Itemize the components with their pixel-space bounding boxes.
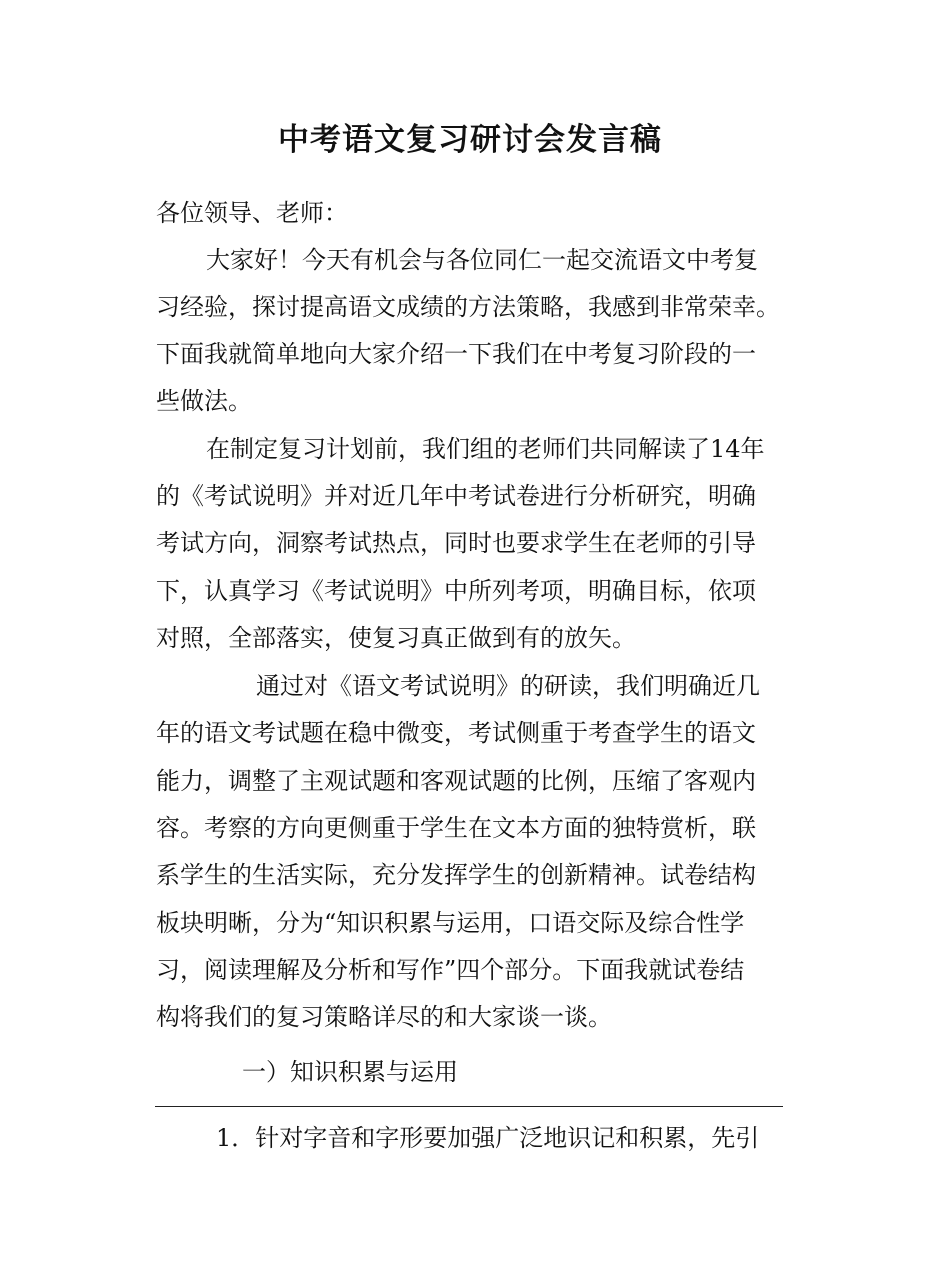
salutation: 各位领导、老师： <box>156 199 348 227</box>
paragraph-3-line-6: 板块明晰，分为“知识积累与运用，口语交际及综合性学 <box>156 909 745 937</box>
paragraph-1-line-3: 下面我就简单地向大家介绍一下我们在中考复习阶段的一 <box>156 340 756 368</box>
paragraph-2-line-4: 下，认真学习《考试说明》中所列考项，明确目标，依项 <box>156 577 756 605</box>
paragraph-2-line-5: 对照，全部落实，使复习真正做到有的放矢。 <box>156 624 636 652</box>
paragraph-3-line-8: 构将我们的复习策略详尽的和大家谈一谈。 <box>156 1003 612 1031</box>
paragraph-3-line-3: 能力，调整了主观试题和客观试题的比例，压缩了客观内 <box>156 767 756 795</box>
paragraph-3-line-2: 年的语文考试题在稳中微变，考试侧重于考查学生的语文 <box>156 719 756 747</box>
paragraph-1-line-2: 习经验，探讨提高语文成绩的方法策略，我感到非常荣幸。 <box>156 293 780 321</box>
paragraph-3-line-4: 容。考察的方向更侧重于学生在文本方面的独特赏析，联 <box>156 814 756 842</box>
paragraph-1-line-1: 大家好！今天有机会与各位同仁一起交流语文中考复 <box>206 246 758 274</box>
paragraph-3-line-5: 系学生的生活实际，充分发挥学生的创新精神。试卷结构 <box>156 861 756 889</box>
paragraph-1-line-4: 些做法。 <box>156 387 252 415</box>
paragraph-2-line-3: 考试方向，洞察考试热点，同时也要求学生在老师的引导 <box>156 529 756 557</box>
paragraph-3-line-7: 习，阅读理解及分析和写作”四个部分。下面我就试卷结 <box>156 956 745 984</box>
document-title: 中考语文复习研讨会发言稿 <box>278 122 662 158</box>
paragraph-3-line-1: 通过对《语文考试说明》的研读，我们明确近几 <box>256 672 760 700</box>
paragraph-2-line-1: 在制定复习计划前，我们组的老师们共同解读了14年 <box>206 435 765 463</box>
section-heading: 一）知识积累与运用 <box>242 1058 458 1086</box>
horizontal-divider <box>155 1106 783 1107</box>
paragraph-2-line-2: 的《考试说明》并对近几年中考试卷进行分析研究，明确 <box>156 482 756 510</box>
item-line-1: 1．针对字音和字形要加强广泛地识记和积累，先引 <box>216 1124 760 1152</box>
